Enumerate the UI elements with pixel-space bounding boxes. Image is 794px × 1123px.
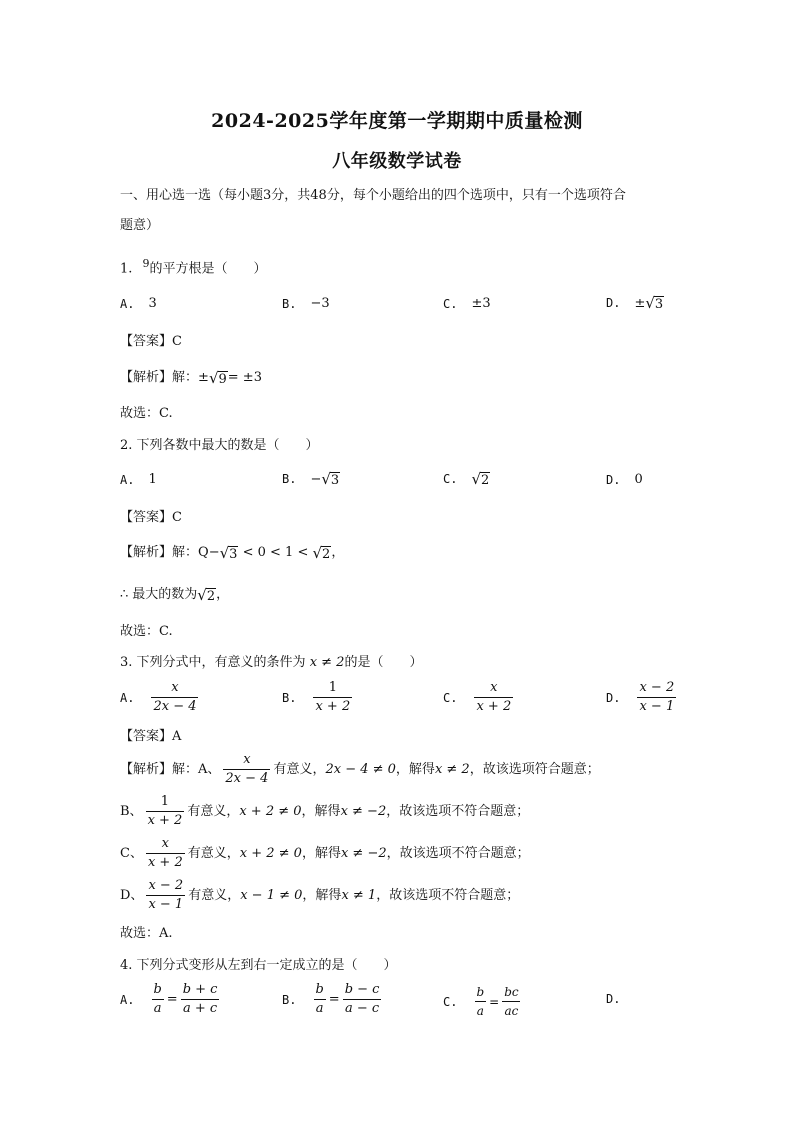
q1-option-d: [606, 294, 664, 312]
option-label: B.: [282, 296, 297, 311]
option-label: D.: [606, 992, 621, 1006]
answer-value: C: [172, 510, 182, 525]
fraction: [343, 982, 382, 1017]
analysis-text: ，故该选项不符合题意；: [386, 845, 530, 861]
fraction: [474, 680, 513, 715]
q3-option-c: [443, 680, 516, 715]
fraction: [146, 794, 185, 829]
q2-stem: 2. 下列各数中最大的数是（ ）: [120, 438, 319, 453]
analysis-text: 有意义，: [273, 761, 326, 777]
fraction: [146, 878, 185, 913]
q2-option-a: [120, 472, 157, 487]
answer-tag: 【答案】: [120, 334, 173, 349]
analysis-text: 有意义，: [187, 803, 240, 819]
fraction: [151, 982, 163, 1017]
therefore-text: 最大的数为: [132, 587, 198, 602]
denominator: a − c: [344, 1001, 380, 1016]
q4-option-d: [606, 992, 634, 1006]
q1-stem-text: 的平方根是（ ）: [149, 261, 267, 277]
q3-stem-post: 的是（ ）: [344, 655, 423, 670]
punctuation: ，: [331, 545, 345, 560]
option-label: C.: [443, 994, 458, 1009]
sqrt-expression: [312, 544, 331, 562]
numerator: b: [476, 985, 485, 999]
numerator: x: [490, 680, 498, 695]
q1-option-b: [282, 296, 330, 311]
fraction: [181, 982, 220, 1017]
q1-option-c: [443, 296, 491, 311]
answer-value: A: [172, 729, 182, 744]
q4-option-b: [282, 982, 384, 1017]
denominator: x − 1: [148, 897, 184, 912]
analysis-math: x ≠ 1: [341, 887, 377, 903]
option-label: A.: [120, 992, 135, 1007]
q2-answer: [120, 508, 182, 528]
q3-option-a: [120, 680, 201, 715]
option-label: A.: [120, 472, 135, 487]
radicand: 2: [322, 547, 331, 562]
analysis-prefix: C、: [120, 845, 143, 861]
q1-stem-math: 9: [142, 257, 150, 270]
numerator: 1: [160, 794, 170, 809]
numerator: b: [153, 982, 162, 997]
q3-conclusion: 故选：A.: [120, 926, 173, 941]
option-value: −3: [310, 296, 330, 311]
q2-option-c: [443, 470, 490, 488]
fraction: [313, 982, 325, 1017]
numerator: x: [243, 752, 251, 767]
pm-sign: ±: [198, 370, 209, 385]
fraction: [313, 680, 352, 715]
analysis-tag: 【解析】: [120, 370, 173, 385]
denominator: 2x − 4: [225, 771, 269, 786]
denominator: 2x − 4: [153, 699, 197, 714]
analysis-prefix: B、: [120, 803, 143, 819]
numerator: x − 2: [639, 680, 675, 695]
sqrt-expression: [220, 544, 239, 562]
fraction: [637, 680, 676, 715]
q3-stem: [120, 653, 422, 673]
fraction: [502, 984, 520, 1019]
analysis-text: ，故该选项不符合题意；: [376, 887, 520, 903]
q3-analysis-line-b: [120, 794, 529, 829]
numerator: b − c: [344, 982, 380, 997]
because-symbol: Q: [198, 545, 209, 560]
inequality-chain: < 0 < 1 <: [238, 545, 313, 560]
option-label: B.: [282, 992, 297, 1007]
denominator: a: [315, 1001, 324, 1016]
analysis-rest: = ±3: [227, 370, 262, 385]
q1-option-a: [120, 296, 157, 311]
option-label: B.: [282, 472, 297, 486]
analysis-text: ，解得: [395, 761, 435, 777]
analysis-math: x − 1 ≠ 0: [240, 887, 303, 903]
analysis-math: x + 2 ≠ 0: [239, 803, 302, 819]
denominator: a: [153, 1001, 162, 1016]
numerator: b: [315, 982, 324, 997]
section-heading-line1: 一、用心选一选（每小题3分，共48分，每个小题给出的四个选项中，只有一个选项符合: [120, 188, 626, 203]
analysis-math: 2x − 4 ≠ 0: [325, 761, 396, 777]
radicand: 2: [481, 473, 490, 488]
numerator: bc: [504, 985, 519, 999]
q2-therefore: [120, 585, 229, 605]
option-value: 3: [148, 296, 157, 311]
numerator: b + c: [182, 982, 218, 997]
q1-stem: [120, 254, 267, 279]
q3-stem-math: x ≠ 2: [309, 655, 345, 670]
denominator: x − 1: [639, 699, 675, 714]
q4-option-c: [443, 984, 524, 1019]
numerator: x − 2: [148, 878, 184, 893]
option-label: C.: [443, 296, 458, 311]
analysis-math: x ≠ 2: [434, 761, 470, 777]
option-label: B.: [282, 690, 297, 705]
option-label: D.: [606, 690, 621, 705]
analysis-tag: 【解析】: [120, 761, 173, 777]
q1-conclusion: 故选：C.: [120, 406, 173, 421]
sqrt-expression: [645, 294, 664, 312]
section-heading-line2: 题意）: [120, 218, 160, 233]
analysis-math: x ≠ −2: [340, 803, 387, 819]
punctuation: ，: [216, 587, 230, 602]
answer-tag: 【答案】: [120, 510, 173, 525]
option-label: C.: [443, 690, 458, 705]
sqrt-expression: [197, 586, 216, 604]
analysis-text: ，故该选项不符合题意；: [386, 803, 530, 819]
option-label: A.: [120, 690, 135, 705]
analysis-prefix: 解：A、: [172, 761, 221, 777]
denominator: x + 2: [147, 855, 183, 870]
fraction: [151, 680, 198, 715]
option-value: 0: [634, 472, 643, 487]
denominator: x + 2: [147, 813, 183, 828]
option-label: D.: [606, 472, 621, 487]
q2-conclusion: 故选：C.: [120, 624, 173, 639]
radical-sign-icon: √: [219, 544, 230, 562]
therefore-symbol: ∴: [120, 587, 129, 602]
option-value: ±3: [471, 296, 491, 311]
analysis-prefix: D、: [120, 887, 144, 903]
radical-sign-icon: √: [321, 470, 331, 488]
denominator: ac: [502, 1001, 520, 1019]
option-label: A.: [120, 296, 135, 311]
radical-sign-icon: √: [197, 586, 207, 604]
analysis-text: ，解得: [302, 887, 342, 903]
equals-sign: =: [328, 992, 340, 1007]
q1-answer: [120, 332, 182, 352]
q3-analysis-line-d: [120, 878, 519, 913]
radical-sign-icon: √: [645, 294, 655, 312]
q1-number: 1.: [120, 261, 133, 277]
q2-option-d: [606, 472, 643, 487]
minus-sign: −: [208, 545, 220, 560]
fraction: [146, 836, 185, 871]
analysis-math: x + 2 ≠ 0: [239, 845, 302, 861]
sqrt-expression: [321, 470, 340, 488]
denominator: x + 2: [315, 699, 351, 714]
numerator: 1: [328, 680, 337, 695]
q2-analysis: [120, 543, 344, 563]
radical-sign-icon: √: [312, 544, 323, 562]
q3-analysis-line-a: [120, 752, 600, 787]
radicand: 3: [229, 547, 238, 562]
radicand: 2: [206, 589, 216, 604]
sqrt-expression: [209, 369, 228, 387]
analysis-text: 有意义，: [187, 845, 240, 861]
q4-stem: 4. 下列分式变形从左到右一定成立的是（ ）: [120, 958, 397, 973]
numerator: x: [171, 680, 179, 695]
option-value: ±: [634, 295, 646, 311]
radical-sign-icon: √: [208, 369, 219, 387]
exam-title: 2024-2025学年度第一学期期中质量检测: [211, 110, 583, 132]
radicand: 3: [654, 297, 664, 312]
q4-option-a: [120, 982, 222, 1017]
radicand: 9: [218, 372, 227, 387]
analysis-text: 有意义，: [188, 887, 241, 903]
equals-sign: =: [489, 994, 500, 1009]
analysis-text: ，解得: [301, 845, 341, 861]
option-value: −: [310, 471, 322, 487]
numerator: x: [161, 836, 169, 851]
analysis-math: x ≠ −2: [340, 845, 387, 861]
answer-value: C: [172, 334, 182, 349]
analysis-tag: 【解析】: [120, 545, 173, 560]
denominator: x + 2: [476, 699, 512, 714]
sqrt-expression: [471, 470, 490, 488]
option-label: D.: [606, 296, 621, 310]
option-label: C.: [443, 472, 458, 486]
equals-sign: =: [166, 992, 178, 1007]
q3-option-b: [282, 680, 355, 715]
analysis-text: ，解得: [301, 803, 341, 819]
q3-analysis-line-c: [120, 836, 530, 871]
q2-option-b: [282, 470, 340, 488]
answer-tag: 【答案】: [120, 729, 173, 744]
exam-subtitle: 八年级数学试卷: [332, 151, 462, 172]
fraction: [223, 752, 270, 787]
q3-stem-pre: 3. 下列分式中，有意义的条件为: [120, 655, 306, 670]
denominator: a: [475, 1001, 486, 1019]
q3-answer: [120, 727, 181, 747]
analysis-text: ，故该选项符合题意；: [469, 761, 600, 777]
q3-option-d: [606, 680, 679, 715]
radical-sign-icon: √: [471, 470, 482, 488]
fraction: [474, 984, 486, 1019]
radicand: 3: [330, 473, 340, 488]
analysis-prefix: 解：: [172, 545, 199, 560]
q1-analysis: [120, 368, 262, 388]
option-value: 1: [148, 472, 157, 487]
analysis-prefix: 解：: [172, 370, 199, 385]
denominator: a + c: [182, 1001, 218, 1016]
